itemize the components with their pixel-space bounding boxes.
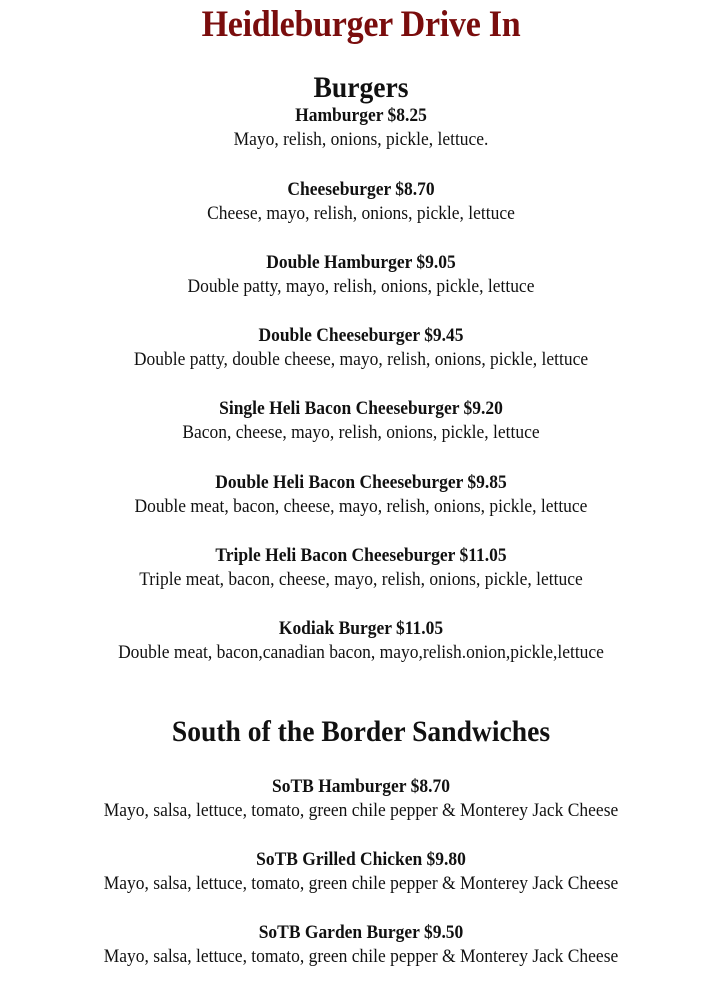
item-description: Double meat, bacon, cheese, mayo, relish, onions, pickle, lettuce xyxy=(134,496,588,517)
menu-item xyxy=(0,544,722,592)
item-name: Cheeseburger $8.70 xyxy=(287,179,435,200)
item-name: Double Heli Bacon Cheeseburger $9.85 xyxy=(215,472,507,493)
section-heading-south-of-the-border: South of the Border Sandwiches xyxy=(171,715,551,748)
item-name: Triple Heli Bacon Cheeseburger $11.05 xyxy=(215,545,507,566)
item-name: Single Heli Bacon Cheeseburger $9.20 xyxy=(219,398,503,419)
item-description: Double patty, double cheese, mayo, relish, onions, pickle, lettuce xyxy=(133,349,589,370)
menu-item xyxy=(0,921,722,969)
item-name: SoTB Hamburger $8.70 xyxy=(272,776,450,797)
item-name: Kodiak Burger $11.05 xyxy=(278,618,444,639)
item-name: Hamburger $8.25 xyxy=(295,105,427,126)
menu-item xyxy=(0,471,722,519)
item-description: Double meat, bacon,canadian bacon, mayo,relish.onion,pickle,lettuce xyxy=(118,642,604,663)
menu-item xyxy=(0,848,722,896)
item-name: Double Hamburger $9.05 xyxy=(266,252,456,273)
item-description: Mayo, relish, onions, pickle, lettuce. xyxy=(233,129,489,150)
item-description: Mayo, salsa, lettuce, tomato, green chile pepper & Monterey Jack Cheese xyxy=(103,800,619,821)
item-name: Double Cheeseburger $9.45 xyxy=(258,325,464,346)
menu-item xyxy=(0,178,722,226)
item-description: Mayo, salsa, lettuce, tomato, green chile pepper & Monterey Jack Cheese xyxy=(103,946,619,967)
menu-item xyxy=(0,775,722,823)
menu-item xyxy=(0,104,722,152)
menu-item xyxy=(0,617,722,665)
section-heading-burgers: Burgers xyxy=(313,71,409,104)
item-name: SoTB Garden Burger $9.50 xyxy=(258,922,464,943)
item-name: SoTB Grilled Chicken $9.80 xyxy=(256,849,466,870)
menu-item xyxy=(0,397,722,445)
menu-item xyxy=(0,251,722,299)
item-description: Cheese, mayo, relish, onions, pickle, lettuce xyxy=(207,203,515,224)
item-description: Mayo, salsa, lettuce, tomato, green chile pepper & Monterey Jack Cheese xyxy=(103,873,619,894)
item-description: Double patty, mayo, relish, onions, pickle, lettuce xyxy=(187,276,535,297)
restaurant-title: Heidleburger Drive In xyxy=(201,4,521,45)
item-description: Bacon, cheese, mayo, relish, onions, pickle, lettuce xyxy=(182,422,540,443)
item-description: Triple meat, bacon, cheese, mayo, relish, onions, pickle, lettuce xyxy=(139,569,583,590)
menu-item xyxy=(0,324,722,372)
